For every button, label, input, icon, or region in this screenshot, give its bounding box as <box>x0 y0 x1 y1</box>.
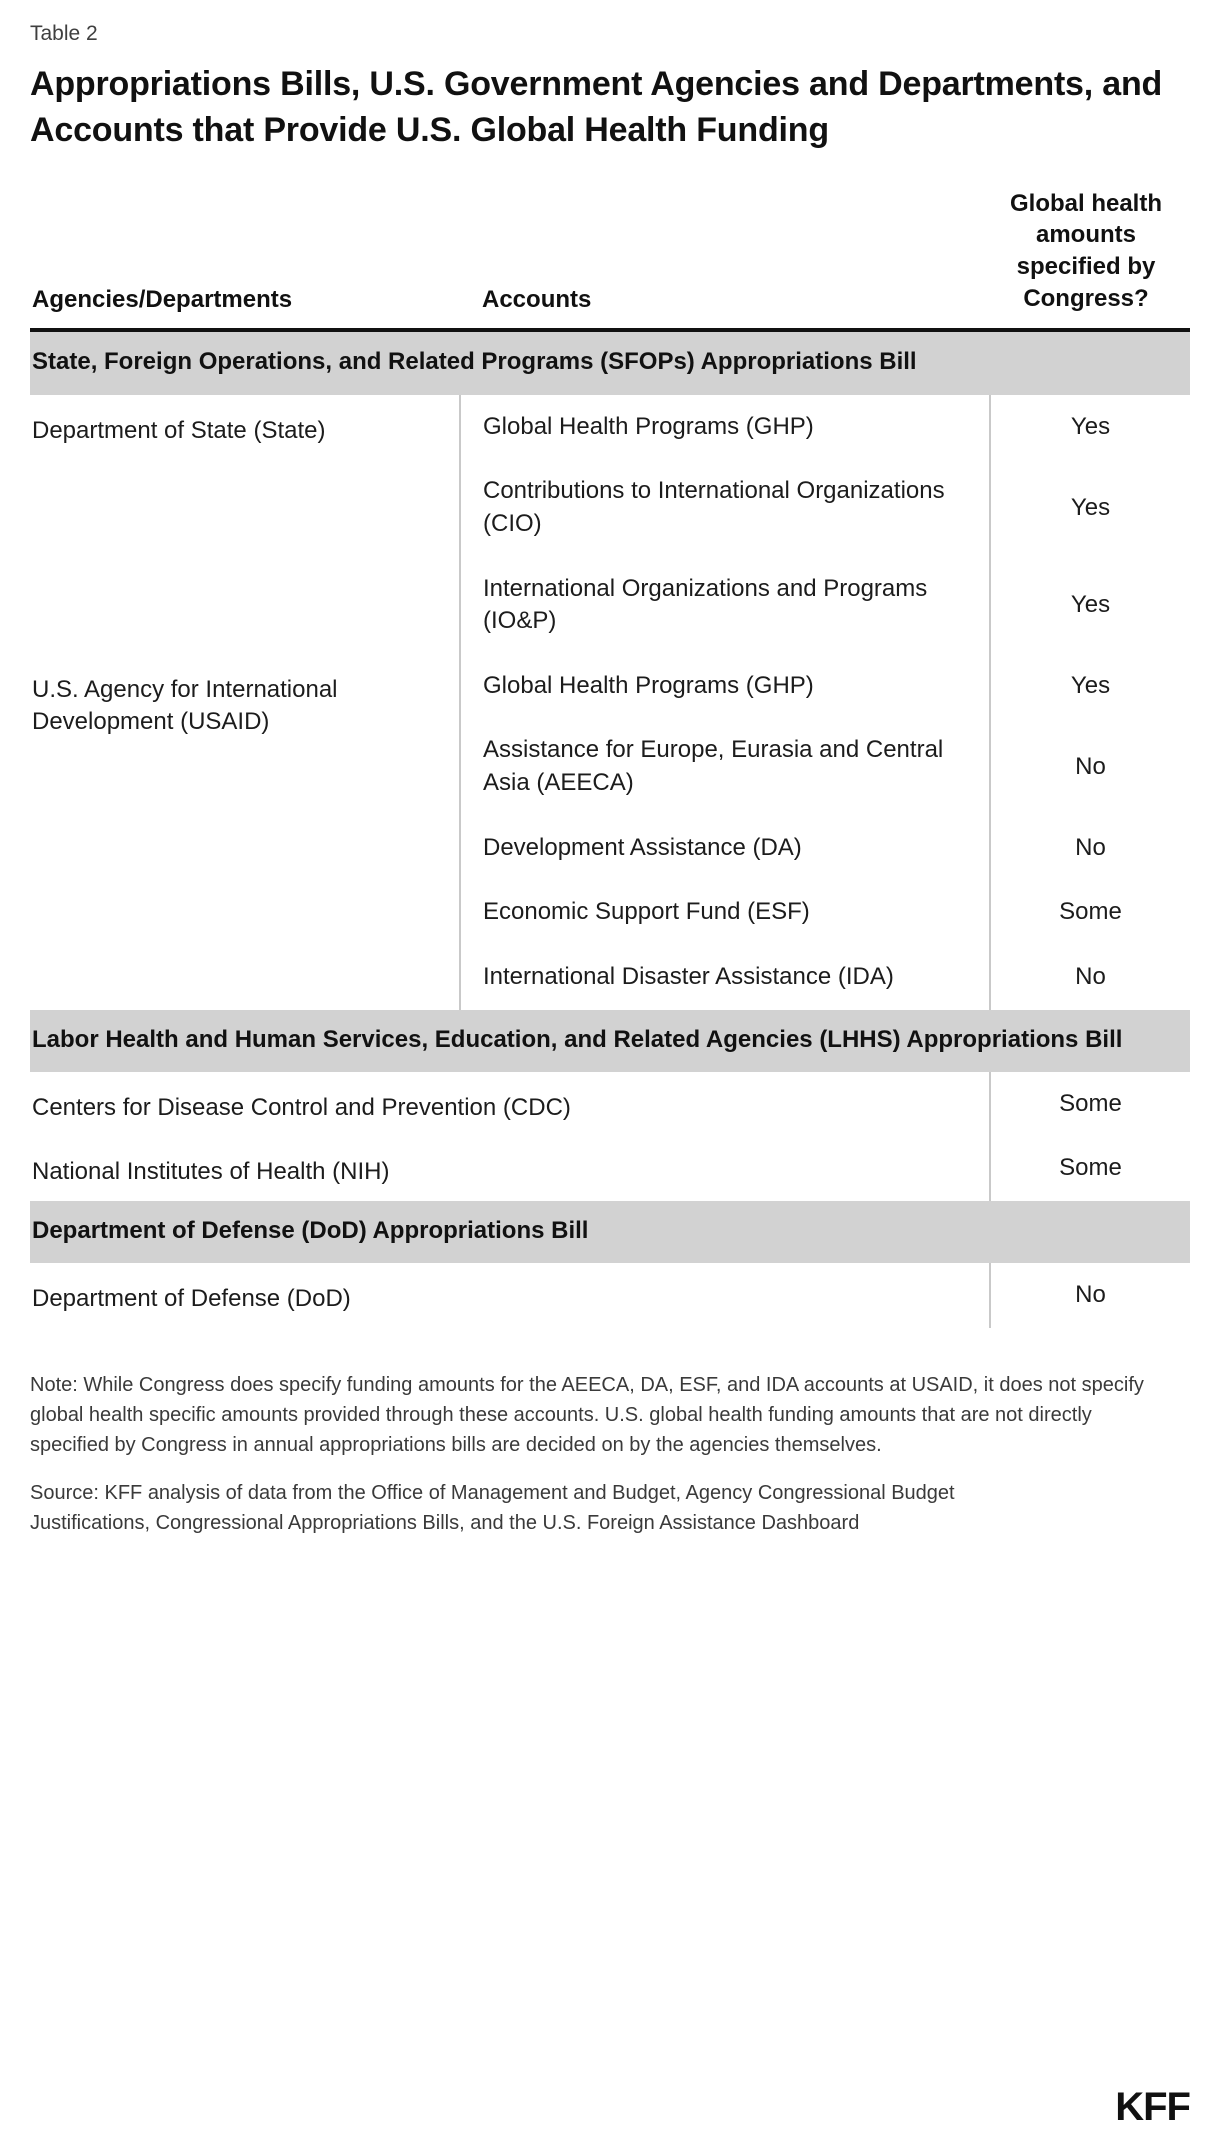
section-header-lhhs: Labor Health and Human Services, Education, and Related Agencies (LHHS) Appropriations Bill <box>30 1010 1190 1072</box>
account-ida: International Disaster Assistance (IDA) <box>460 945 990 1010</box>
account-ghp-usaid: Global Health Programs (GHP) <box>460 654 990 719</box>
table-row <box>30 395 1190 460</box>
answer-nih: Some <box>1059 1154 1122 1182</box>
answer-ghp-state: Yes <box>1070 412 1111 440</box>
account-cio: Contributions to International Organizations (CIO) <box>460 459 990 556</box>
agency-usaid: U.S. Agency for International Development (USAID) <box>30 654 460 1010</box>
agency-state: Department of State (State) <box>30 395 460 654</box>
page-title: Appropriations Bills, U.S. Government Agencies and Departments, and Accounts that Provide U.S. Global Health Funding <box>30 65 1163 149</box>
table-source: Source: KFF analysis of data from the Office of Management and Budget, Agency Congressional Budget Justifications, Congressional Appropriations Bills, and the U.S. Foreign Assistance Dashboard <box>30 1481 955 1534</box>
table-row <box>30 654 1190 719</box>
answer-aeeca: No <box>1075 752 1106 780</box>
section-header-sfops: State, Foreign Operations, and Related Programs (SFOPs) Appropriations Bill <box>30 330 1190 394</box>
answer-cdc: Some <box>1059 1089 1122 1117</box>
column-header-specified: Global health amounts specified by Congress? <box>990 188 1190 331</box>
account-da: Development Assistance (DA) <box>460 816 990 881</box>
answer-esf: Some <box>1059 898 1122 926</box>
global-health-funding-table <box>30 188 1190 1328</box>
agency-dod: Department of Defense (DoD) <box>30 1263 990 1328</box>
account-iop: International Organizations and Programs (IO&P) <box>460 557 990 654</box>
table-row <box>30 1263 1190 1328</box>
column-header-agencies: Agencies/Departments <box>30 188 460 331</box>
answer-iop: Yes <box>1070 590 1111 618</box>
account-aeeca: Assistance for Europe, Eurasia and Central Asia (AEECA) <box>460 718 990 815</box>
section-header-row <box>30 1201 1190 1263</box>
answer-ghp-usaid: Yes <box>1070 671 1111 699</box>
account-esf: Economic Support Fund (ESF) <box>460 880 990 945</box>
account-ghp-state: Global Health Programs (GHP) <box>460 395 990 460</box>
agency-nih: National Institutes of Health (NIH) <box>30 1136 990 1201</box>
answer-da: No <box>1075 833 1106 861</box>
table-row <box>30 1136 1190 1201</box>
table-body <box>30 330 1190 1327</box>
table-row <box>30 1072 1190 1137</box>
agency-cdc: Centers for Disease Control and Prevention (CDC) <box>30 1072 990 1137</box>
answer-cio: Yes <box>1070 493 1111 521</box>
kff-logo: KFF <box>1115 2085 1190 2129</box>
answer-dod: No <box>1075 1281 1106 1309</box>
column-header-accounts: Accounts <box>460 188 990 331</box>
table-header <box>30 188 1190 331</box>
table-note: Note: While Congress does specify funding amounts for the AEECA, DA, ESF, and IDA accounts at USAID, it does not specify global health specific amounts provided through these accounts. U.S. global health funding amounts that are not directly specified by Congress in annual appropriations bills are decided on by the agencies themselves. <box>30 1373 1144 1456</box>
section-header-dod: Department of Defense (DoD) Appropriations Bill <box>30 1201 1190 1263</box>
section-header-row <box>30 330 1190 394</box>
table-label: Table 2 <box>30 22 98 45</box>
answer-ida: No <box>1075 962 1106 990</box>
section-header-row <box>30 1010 1190 1072</box>
